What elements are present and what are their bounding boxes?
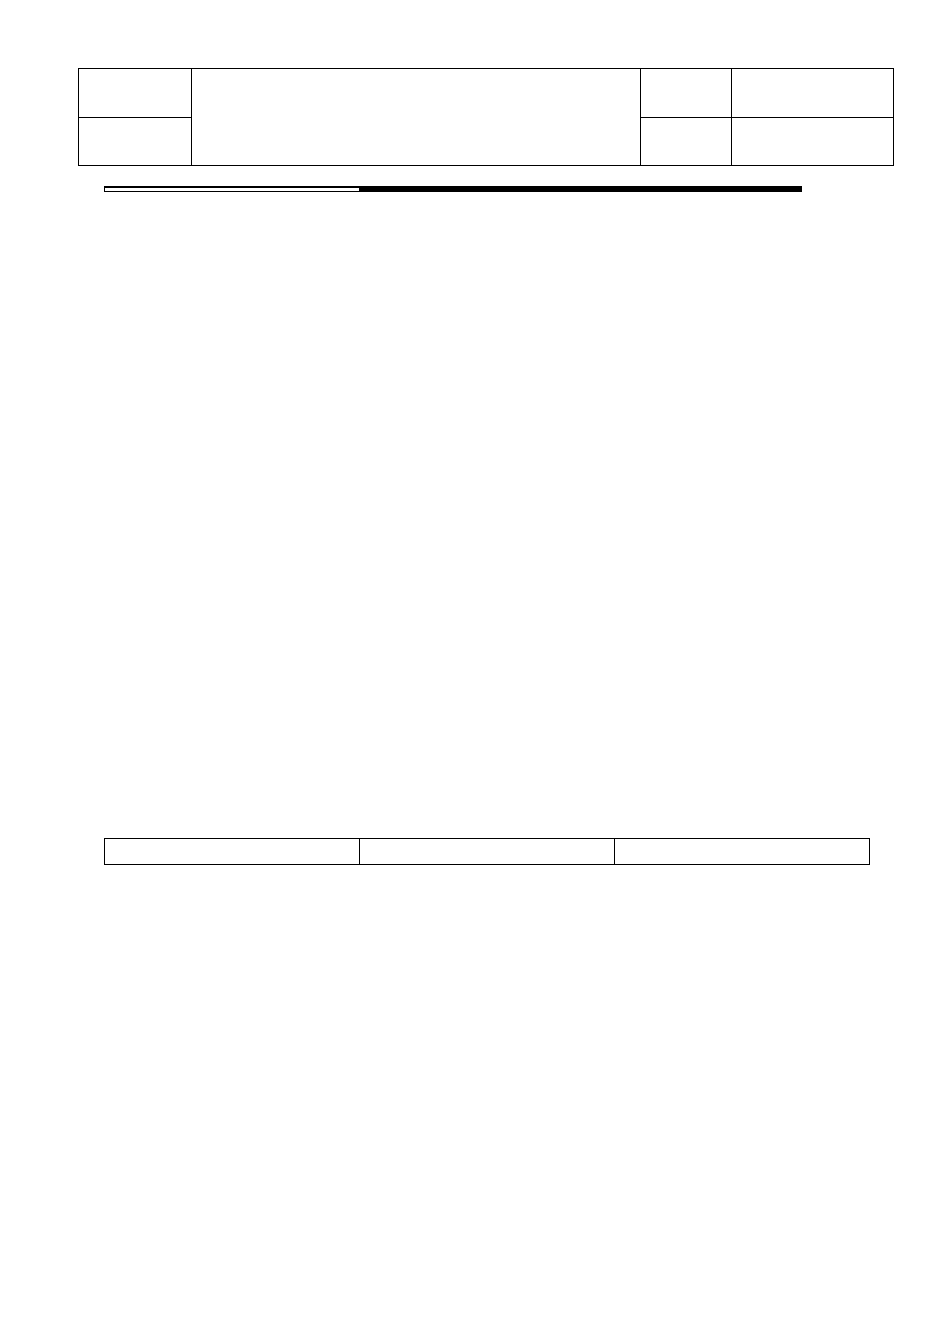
purpose-heading [114, 1193, 119, 1218]
column-header [359, 839, 615, 865]
criteria-table [104, 186, 802, 192]
criteria-label [105, 188, 360, 192]
company-name [79, 69, 191, 117]
table-header-row [105, 839, 870, 865]
page-value [731, 117, 893, 165]
document-header [78, 68, 894, 166]
definition-heading [114, 1118, 124, 1143]
location-cell [359, 191, 482, 192]
standards-table [104, 838, 870, 865]
code-value [731, 69, 893, 117]
document-title [191, 69, 640, 165]
column-header [105, 839, 360, 865]
code-label [640, 69, 731, 117]
page-label [640, 117, 731, 165]
column-header [615, 839, 870, 865]
